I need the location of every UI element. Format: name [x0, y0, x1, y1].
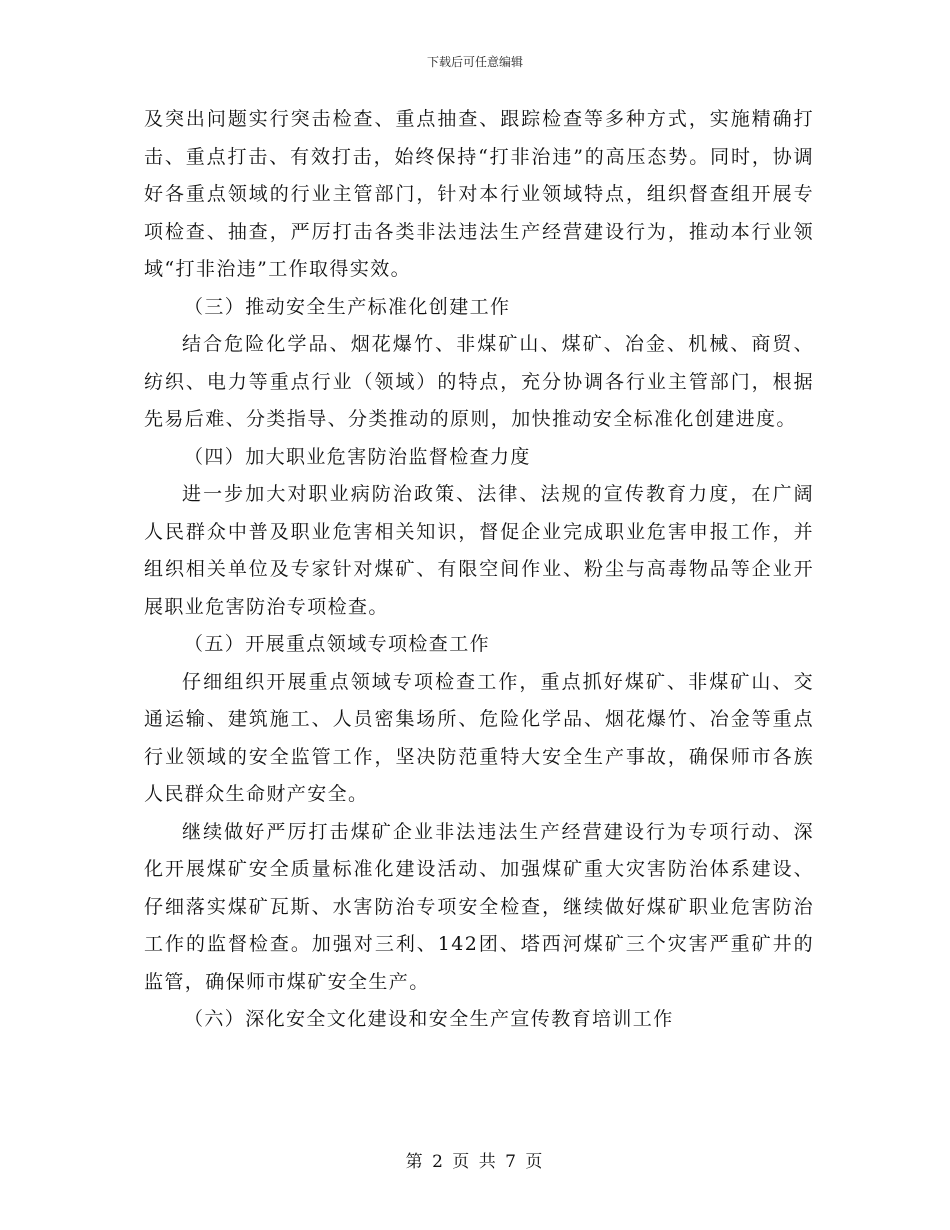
paragraph-coal-mine-safety: 继续做好严厉打击煤矿企业非法违法生产经营建设行为专项行动、深化开展煤矿安全质量标准化建设活动、加强煤矿重大灾害防治体系建设、仔细落实煤矿瓦斯、水害防治专项安全检查，继续做好煤矿职业危害防治工作的监督检查。加强对三利、142团、塔西河煤矿三个灾害严重矿井的监管，确保师市煤矿安全生产。 [144, 820, 814, 993]
section-heading-5: （五）开展重点领域专项检查工作 [184, 633, 491, 655]
page-number-footer: 第 2 页 共 7 页 [405, 1152, 545, 1172]
section-heading-6: （六）深化安全文化建设和安全生产宣传教育培训工作 [184, 1008, 674, 1030]
section-heading-3: （三）推动安全生产标准化创建工作 [184, 295, 511, 318]
paragraph-continued: 及突出问题实行突击检查、重点抽查、跟踪检查等多种方式，实施精确打击、重点打击、有效打击，始终保持“打非治违”的高压态势。同时，协调好各重点领域的行业主管部门，针对本行业领域特点，组织督查组开展专项检查、抽查，严厉打击各类非法违法生产经营建设行为，推动本行业领域“打非治违”工作取得实效。 [144, 108, 814, 280]
page-header-note: 下载后可任意编辑 [426, 55, 523, 69]
section-heading-4: （四）加大职业危害防治监督检查力度 [184, 445, 531, 468]
paragraph-occupational-hazard: 进一步加大对职业病防治政策、法律、法规的宣传教育力度，在广阔人民群众中普及职业危害相关知识，督促企业完成职业危害申报工作，并组织相关单位及专家针对煤矿、有限空间作业、粉尘与高毒物品等企业开展职业危害防治专项检查。 [144, 483, 814, 618]
paragraph-standardization: 结合危险化学品、烟花爆竹、非煤矿山、煤矿、冶金、机械、商贸、纺织、电力等重点行业（领域）的特点，充分协调各行业主管部门，根据先易后难、分类指导、分类推动的原则，加快推动安全标准化创建进度。 [144, 333, 814, 430]
paragraph-special-inspection: 仔细组织开展重点领域专项检查工作，重点抓好煤矿、非煤矿山、交通运输、建筑施工、人员密集场所、危险化学品、烟花爆竹、冶金等重点行业领域的安全监管工作，坚决防范重特大安全生产事故，确保师市各族人民群众生命财产安全。 [144, 670, 814, 805]
document-body [144, 101, 814, 1039]
